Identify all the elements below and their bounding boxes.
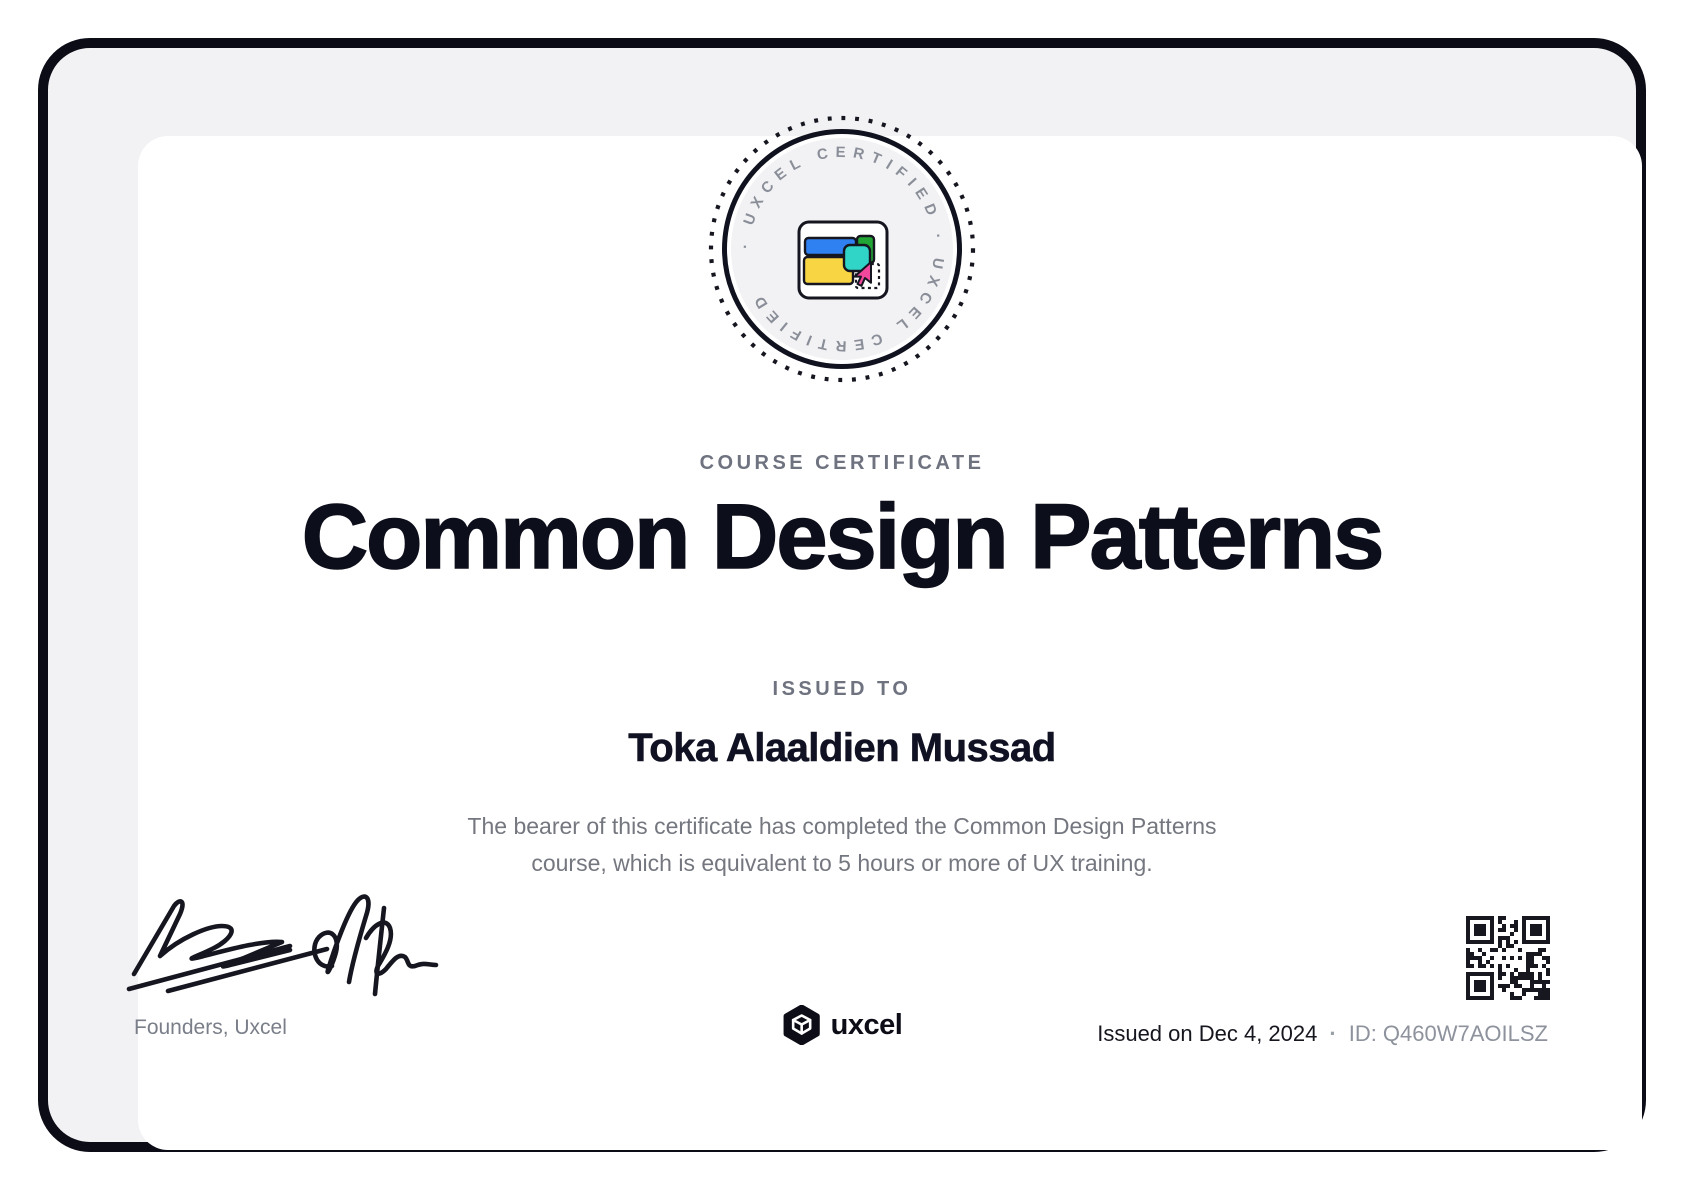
- uxcel-certified-badge-icon: [702, 109, 982, 389]
- issued-on-date: Issued on Dec 4, 2024: [1097, 1021, 1318, 1046]
- uxcel-logo-icon: [782, 1005, 822, 1045]
- separator-dot: ·: [1329, 1021, 1337, 1046]
- uxcel-wordmark: uxcel: [830, 1008, 903, 1041]
- badge-ring-text: · UXCEL CERTIFIED · UXCEL CERTIFIED: [736, 143, 948, 355]
- certificate-description: [0, 808, 1684, 882]
- signature-2: [314, 897, 436, 994]
- course-certificate-label: COURSE CERTIFICATE: [699, 452, 985, 474]
- recipient-name: Toka Alaaldien Mussad: [628, 726, 1056, 770]
- signature-1: [129, 901, 327, 991]
- uxcel-app-logo-icon: [799, 222, 887, 298]
- course-title: Common Design Patterns: [301, 486, 1383, 588]
- certificate-id: ID: Q460W7AOILSZ: [1348, 1021, 1548, 1046]
- uxcel-brand: [782, 1004, 903, 1046]
- description-line-1: The bearer of this certificate has completed the Common Design Patterns: [467, 813, 1217, 839]
- description-line-2: course, which is equivalent to 5 hours or more of UX training.: [531, 850, 1153, 876]
- founders-signatures: [122, 890, 440, 1002]
- qr-code: [1466, 916, 1550, 1000]
- issued-to-label: ISSUED TO: [772, 678, 912, 700]
- issue-info: [1097, 1021, 1548, 1047]
- signatories-label: Founders, Uxcel: [134, 1016, 287, 1039]
